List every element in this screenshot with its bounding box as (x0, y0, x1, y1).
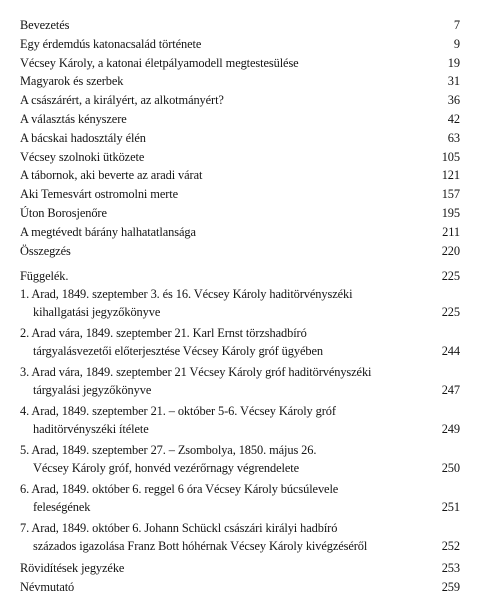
toc-entry (20, 54, 460, 73)
toc-entry (20, 204, 460, 223)
document-description (20, 442, 430, 477)
toc-entry-page: 157 (441, 187, 460, 202)
document-page: 244 (441, 343, 460, 358)
toc-entry-page: 253 (441, 561, 460, 576)
toc-entry-page: 42 (447, 111, 460, 126)
document-line-continued: kihallgatási jegyzőkönyve (33, 304, 161, 319)
appendix-document-entry (20, 364, 460, 399)
toc-entry (20, 223, 460, 242)
toc-entry-title: Magyarok és szerbek (20, 74, 124, 89)
toc-entry-page: 105 (441, 149, 460, 164)
toc-entry-page: 220 (441, 243, 460, 258)
appendix-document-entry (20, 403, 460, 438)
toc-entry-title: Rövidítések jegyzéke (20, 561, 125, 576)
table-of-contents (20, 16, 460, 597)
document-description (20, 364, 430, 399)
document-line: 3. Arad vára, 1849. szeptember 21 Vécsey Károly gróf haditörvényszéki (20, 365, 372, 380)
document-line-continued: Vécsey Károly gróf, honvéd vezérőrnagy végrendelete (33, 460, 299, 475)
document-description (20, 481, 430, 516)
document-line-continued: tárgyalásvezetői előterjesztése Vécsey Károly gróf ügyében (33, 343, 323, 358)
document-line: 2. Arad vára, 1849. szeptember 21. Karl Ernst törzshadbíró (20, 326, 307, 341)
document-page: 250 (441, 460, 460, 475)
document-line: 5. Arad, 1849. szeptember 27. – Zsombolya, 1850. május 26. (20, 443, 317, 458)
document-page: 249 (441, 421, 460, 436)
toc-entry (20, 148, 460, 167)
toc-entry (20, 35, 460, 54)
toc-entry (20, 72, 460, 91)
toc-entry-page: 121 (441, 168, 460, 183)
toc-entry-page: 36 (447, 93, 460, 108)
document-line-continued: haditörvényszéki ítélete (33, 421, 149, 436)
toc-entry (20, 129, 460, 148)
toc-entry-title: Névmutató (20, 579, 75, 594)
toc-entry (20, 578, 460, 597)
document-page: 247 (441, 382, 460, 397)
toc-entry-page: 259 (441, 579, 460, 594)
appendix-document-entry (20, 442, 460, 477)
toc-entry-page: 63 (447, 130, 460, 145)
appendix-document-entry (20, 325, 460, 360)
toc-entry-title: Bevezetés (20, 18, 70, 32)
toc-entry (20, 185, 460, 204)
document-line: 1. Arad, 1849. szeptember 3. és 16. Vécsey Károly haditörvényszéki (20, 287, 353, 302)
document-line: 7. Arad, 1849. október 6. Johann Schückl császári királyi hadbíró (20, 521, 338, 536)
section-gap (20, 260, 460, 267)
document-description (20, 325, 430, 360)
appendix-document-entry (20, 286, 460, 321)
document-line-continued: százados igazolása Franz Bott hóhérnak Vécsey Károly kivégzéséről (33, 538, 368, 553)
toc-entry-page: 7 (453, 18, 460, 32)
appendix-document-entry (20, 481, 460, 516)
document-line-continued: tárgyalási jegyzőkönyve (33, 382, 152, 397)
toc-entry (20, 166, 460, 185)
toc-entry-title: A bácskai hadosztály élén (20, 130, 146, 145)
appendix-page: 225 (441, 269, 460, 284)
document-line-continued: feleségének (33, 499, 91, 514)
toc-entry (20, 242, 460, 261)
appendix-document-entry (20, 520, 460, 555)
document-description (20, 403, 430, 438)
appendix-heading (20, 267, 460, 286)
document-page: 251 (441, 499, 460, 514)
toc-entry-title: A választás kényszere (20, 111, 127, 126)
toc-entry-page: 211 (442, 224, 460, 239)
document-page: 225 (441, 304, 460, 319)
document-line: 6. Arad, 1849. október 6. reggel 6 óra Vécsey Károly búcsúlevele (20, 482, 339, 497)
appendix-title: Függelék. (20, 269, 69, 284)
document-line: 4. Arad, 1849. szeptember 21. – október 5-6. Vécsey Károly gróf (20, 404, 336, 419)
toc-entry-page: 9 (453, 36, 460, 51)
toc-entry (20, 110, 460, 129)
toc-entry-page: 19 (447, 55, 460, 70)
toc-entry-title: Úton Borosjenőre (20, 205, 107, 220)
toc-entry-title: A császárért, a királyért, az alkotmányért? (20, 93, 224, 108)
document-description (20, 286, 430, 321)
document-description (20, 520, 430, 555)
toc-entry-title: Aki Temesvárt ostromolni merte (20, 187, 178, 202)
toc-entry (20, 559, 460, 578)
toc-entry-page: 195 (441, 205, 460, 220)
toc-entry-title: Vécsey Károly, a katonai életpályamodell megtestesülése (20, 55, 299, 70)
toc-entry-title: A megtévedt bárány halhatatlansága (20, 224, 196, 239)
toc-entry-title: A tábornok, aki beverte az aradi várat (20, 168, 203, 183)
toc-entry-title: Egy érdemdús katonacsalád története (20, 36, 202, 51)
toc-entry (20, 16, 460, 35)
toc-entry-title: Összegzés (20, 243, 71, 258)
toc-entry (20, 91, 460, 110)
toc-entry-page: 31 (447, 74, 460, 89)
document-page: 252 (441, 538, 460, 553)
toc-entry-title: Vécsey szolnoki ütközete (20, 149, 145, 164)
